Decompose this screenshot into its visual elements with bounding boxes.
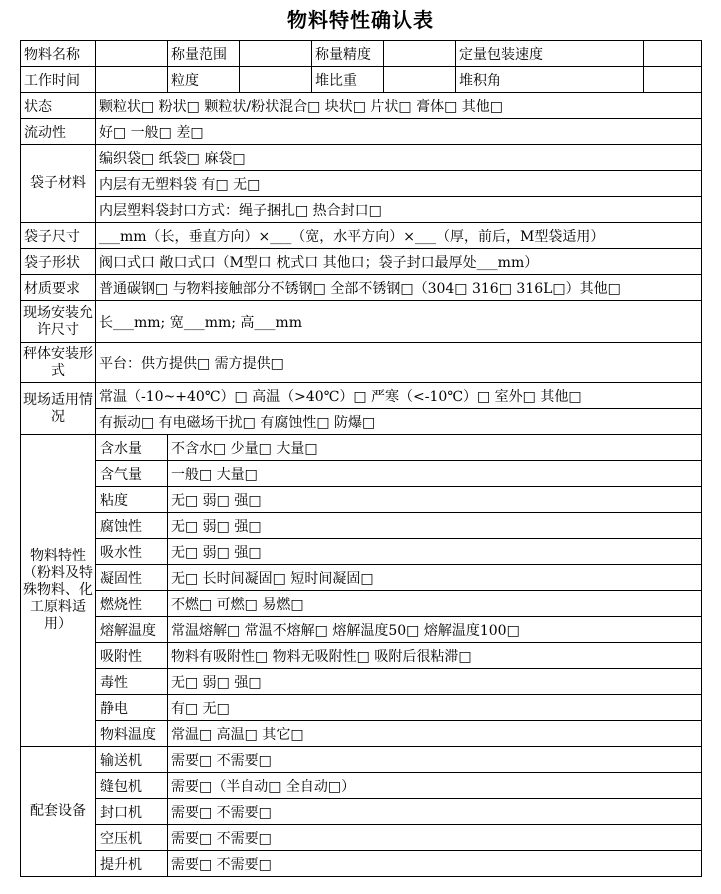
sealing-machine-label: 封口机 — [96, 799, 168, 825]
flammability-options[interactable]: 不燃□ 可燃□ 易燃□ — [168, 591, 702, 617]
bag-material-row — [21, 145, 702, 171]
adsorption-label: 吸附性 — [96, 643, 168, 669]
material-property-row — [21, 591, 702, 617]
material-temperature-options[interactable]: 常温□ 高温□ 其它□ — [168, 721, 702, 747]
conveyor-label: 输送机 — [96, 747, 168, 773]
material-property-row — [21, 617, 702, 643]
bag-shape-options[interactable]: 阀口式口 敞口式口（M型口 枕式口 其他口；袋子封口最厚处___mm） — [96, 249, 702, 275]
elevator-label: 提升机 — [96, 851, 168, 877]
equipment-row — [21, 851, 702, 877]
material-requirement-label: 材质要求 — [21, 275, 96, 301]
repose-angle-field[interactable] — [644, 67, 702, 93]
working-time-label: 工作时间 — [21, 67, 96, 93]
toxicity-options[interactable]: 无□ 弱□ 强□ — [168, 669, 702, 695]
equipment-row — [21, 747, 702, 773]
site-temperature-options[interactable]: 常温（-10~+40℃）□ 高温（>40℃）□ 严寒（<-10℃）□ 室外□ 其他□ — [96, 383, 702, 409]
air-compressor-options[interactable]: 需要□ 不需要□ — [168, 825, 702, 851]
site-conditions-label: 现场适用情况 — [21, 383, 96, 435]
state-options[interactable]: 颗粒状□ 粉状□ 颗粒状/粉状混合□ 块状□ 片状□ 膏体□ 其他□ — [96, 93, 702, 119]
bag-sewing-machine-label: 缝包机 — [96, 773, 168, 799]
flowability-options[interactable]: 好□ 一般□ 差□ — [96, 119, 702, 145]
air-compressor-label: 空压机 — [96, 825, 168, 851]
bag-shape-label: 袋子形状 — [21, 249, 96, 275]
static-electricity-options[interactable]: 有□ 无□ — [168, 695, 702, 721]
bag-shape-row — [21, 249, 702, 275]
site-size-row — [21, 301, 702, 343]
sealing-machine-options[interactable]: 需要□ 不需要□ — [168, 799, 702, 825]
water-absorption-label: 吸水性 — [96, 539, 168, 565]
material-property-row — [21, 461, 702, 487]
static-electricity-label: 静电 — [96, 695, 168, 721]
material-property-row — [21, 513, 702, 539]
equipment-row — [21, 799, 702, 825]
material-property-row — [21, 487, 702, 513]
bag-size-field[interactable]: ___mm（长，垂直方向）×___（宽，水平方向）×___（厚，前后，M型袋适用） — [96, 223, 702, 249]
packing-speed-field[interactable] — [644, 41, 702, 67]
state-row — [21, 93, 702, 119]
weighing-range-field[interactable] — [240, 41, 312, 67]
gas-content-options[interactable]: 一般□ 大量□ — [168, 461, 702, 487]
inner-plastic-bag-options[interactable]: 内层有无塑料袋 有□ 无□ — [96, 171, 702, 197]
site-conditions-row — [21, 383, 702, 409]
bag-size-row — [21, 223, 702, 249]
weighing-accuracy-label: 称量精度 — [312, 41, 384, 67]
bag-size-label: 袋子尺寸 — [21, 223, 96, 249]
material-property-row — [21, 435, 702, 461]
material-properties-label: 物料特性（粉料及特殊物料、化工原料适用） — [21, 435, 96, 747]
equipment-label: 配套设备 — [21, 747, 96, 877]
site-conditions-row — [21, 409, 702, 435]
site-size-label: 现场安装允许尺寸 — [21, 301, 96, 343]
material-temperature-label: 物料温度 — [96, 721, 168, 747]
bag-material-row — [21, 197, 702, 223]
header-row-1 — [21, 41, 702, 67]
bag-material-row — [21, 171, 702, 197]
weighing-accuracy-field[interactable] — [384, 41, 456, 67]
state-label: 状态 — [21, 93, 96, 119]
water-content-label: 含水量 — [96, 435, 168, 461]
material-property-row — [21, 669, 702, 695]
material-name-label: 物料名称 — [21, 41, 96, 67]
bag-sewing-machine-options[interactable]: 需要□（半自动□ 全自动□） — [168, 773, 702, 799]
scale-install-options[interactable]: 平台：供方提供□ 需方提供□ — [96, 343, 702, 383]
material-property-row — [21, 643, 702, 669]
material-properties-table — [20, 40, 702, 877]
inner-bag-seal-options[interactable]: 内层塑料袋封口方式：绳子捆扎□ 热合封口□ — [96, 197, 702, 223]
scale-install-label: 秤体安装形式 — [21, 343, 96, 383]
flowability-label: 流动性 — [21, 119, 96, 145]
form-title: 物料特性确认表 — [287, 8, 434, 32]
material-property-row — [21, 539, 702, 565]
site-environment-options[interactable]: 有振动□ 有电磁场干扰□ 有腐蚀性□ 防爆□ — [96, 409, 702, 435]
water-content-options[interactable]: 不含水□ 少量□ 大量□ — [168, 435, 702, 461]
material-property-row — [21, 695, 702, 721]
bag-material-type-options[interactable]: 编织袋□ 纸袋□ 麻袋□ — [96, 145, 702, 171]
particle-size-field[interactable] — [240, 67, 312, 93]
bulk-density-field[interactable] — [384, 67, 456, 93]
water-absorption-options[interactable]: 无□ 弱□ 强□ — [168, 539, 702, 565]
corrosiveness-options[interactable]: 无□ 弱□ 强□ — [168, 513, 702, 539]
toxicity-label: 毒性 — [96, 669, 168, 695]
site-size-field[interactable]: 长___mm; 宽___mm; 高___mm — [96, 301, 702, 343]
bulk-density-label: 堆比重 — [312, 67, 384, 93]
gas-content-label: 含气量 — [96, 461, 168, 487]
flammability-label: 燃烧性 — [96, 591, 168, 617]
material-requirement-row — [21, 275, 702, 301]
conveyor-options[interactable]: 需要□ 不需要□ — [168, 747, 702, 773]
elevator-options[interactable]: 需要□ 不需要□ — [168, 851, 702, 877]
material-name-field[interactable] — [96, 41, 168, 67]
working-time-field[interactable] — [96, 67, 168, 93]
adsorption-options[interactable]: 物料有吸附性□ 物料无吸附性□ 吸附后很粘滞□ — [168, 643, 702, 669]
repose-angle-label: 堆积角 — [456, 67, 644, 93]
equipment-row — [21, 825, 702, 851]
material-property-row — [21, 565, 702, 591]
viscosity-label: 粘度 — [96, 487, 168, 513]
material-property-row — [21, 721, 702, 747]
material-requirement-options[interactable]: 普通碳钢□ 与物料接触部分不锈钢□ 全部不锈钢□（304□ 316□ 316L□）其他□ — [96, 275, 702, 301]
melting-temperature-label: 熔解温度 — [96, 617, 168, 643]
header-row-2 — [21, 67, 702, 93]
scale-install-row — [21, 343, 702, 383]
weighing-range-label: 称量范围 — [168, 41, 240, 67]
solidification-label: 凝固性 — [96, 565, 168, 591]
solidification-options[interactable]: 无□ 长时间凝固□ 短时间凝固□ — [168, 565, 702, 591]
equipment-row — [21, 773, 702, 799]
melting-temperature-options[interactable]: 常温熔解□ 常温不熔解□ 熔解温度50□ 熔解温度100□ — [168, 617, 702, 643]
particle-size-label: 粒度 — [168, 67, 240, 93]
flowability-row — [21, 119, 702, 145]
corrosiveness-label: 腐蚀性 — [96, 513, 168, 539]
packing-speed-label: 定量包装速度 — [456, 41, 644, 67]
viscosity-options[interactable]: 无□ 弱□ 强□ — [168, 487, 702, 513]
bag-material-label: 袋子材料 — [21, 145, 96, 223]
